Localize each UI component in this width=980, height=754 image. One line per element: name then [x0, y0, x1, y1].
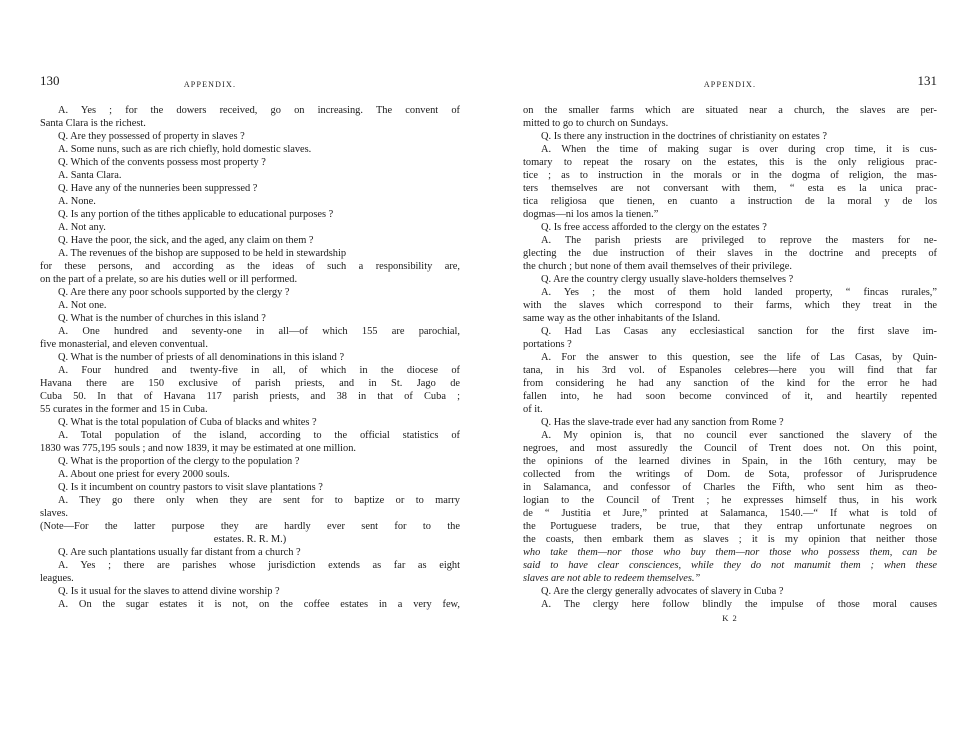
text-line: glecting the due instruction of their slaves in the doctrine and precepts of	[523, 248, 937, 259]
right-page-header	[523, 74, 937, 90]
right-page-body	[523, 104, 937, 611]
text-line: the coasts, then embark them as slaves ; it is my opinion that neither those	[523, 534, 937, 545]
text-line: from considering he had any sanction of the kind for the error he had	[523, 378, 937, 389]
text-line: collected from the writings of Dom. de Sota, professor of Jurisprudence	[523, 469, 937, 480]
text-line: A. Four hundred and twenty-five in all, of which in the diocese of	[58, 365, 460, 376]
text-line: 55 curates in the former and 15 in Cuba.	[40, 404, 208, 415]
signature-mark: K 2	[722, 613, 738, 623]
text-line: mitted to go to church on Sundays.	[523, 118, 669, 129]
text-line: Cuba 50. In that of Havana 117 parish priests, and 38 in that of Cuba ;	[40, 391, 460, 402]
text-line: Q. Is it usual for the slaves to attend divine worship ?	[58, 586, 280, 597]
text-line: Q. What is the total population of Cuba of blacks and whites ?	[58, 417, 317, 428]
text-line: on the smaller farms which are situated near a church, the slaves are per-	[523, 105, 937, 116]
text-line: A. When the time of making sugar is over during crop time, it is cus-	[541, 144, 937, 155]
left-page-header	[40, 74, 460, 90]
text-line: A. None.	[58, 196, 96, 207]
left-page	[40, 74, 460, 694]
text-line: A. Not one.	[58, 300, 107, 311]
text-line: leagues.	[40, 573, 74, 584]
text-line: the opinions of the learned divines in Spain, in the 16th century, may be	[523, 456, 937, 467]
text-line: estates. R. R. M.)	[213, 534, 287, 545]
text-line: Q. Which of the convents possess most property ?	[58, 157, 266, 168]
text-line: said to have clear consciences, while they do not manumit them ; when these	[523, 560, 937, 571]
text-line: A. Santa Clara.	[58, 170, 122, 181]
text-line: Q. Are the clergy generally advocates of slavery in Cuba ?	[541, 586, 784, 597]
text-line: same way as the other inhabitants of the Island.	[523, 313, 721, 324]
text-line: A. The clergy here follow blindly the impulse of those moral causes	[541, 599, 937, 610]
text-line: Q. Are there any poor schools supported by the clergy ?	[58, 287, 290, 298]
text-line: five monasterial, and eleven conventual.	[40, 339, 208, 350]
text-line: Q. Has the slave-trade ever had any sanction from Rome ?	[541, 417, 784, 428]
text-line: A. Yes ; for the dowers received, go on increasing. The convent of	[58, 105, 460, 116]
text-line: the Portuguese traders, be true, that they entrap unfortunate negroes on	[523, 521, 937, 532]
text-line: Q. What is the number of priests of all denominations in this island ?	[58, 352, 345, 363]
text-line: A. Yes ; the most of them hold landed property, “ fincas rurales,”	[541, 287, 937, 298]
left-page-body	[40, 104, 460, 611]
left-page-number: 130	[40, 73, 60, 88]
text-line: A. About one priest for every 2000 souls.	[58, 469, 230, 480]
text-line: negroes, and most assuredly the Council of Trent does not. On this point,	[523, 443, 937, 454]
text-line: Santa Clara is the richest.	[40, 118, 146, 129]
text-line: portations ?	[523, 339, 572, 350]
left-running-head: APPENDIX.	[183, 80, 237, 89]
text-line: Q. Are such plantations usually far distant from a church ?	[58, 547, 301, 558]
text-line: A. Not any.	[58, 222, 106, 233]
text-line: A. The parish priests are privileged to reprove the masters for ne-	[541, 235, 937, 246]
text-line: (Note—For the latter purpose they are hardly ever sent for to the	[40, 521, 460, 532]
text-line: A. Yes ; there are parishes whose jurisdiction extends as far as eight	[58, 560, 460, 571]
text-line: Q. Is it incumbent on country pastors to visit slave plantations ?	[58, 482, 323, 493]
text-line: fallen into, he had soon become convinced of it, and heartily repented	[523, 391, 937, 402]
text-line: for these persons, and according as the ideas of such a responsibility are,	[40, 261, 460, 272]
text-line: slaves.	[40, 508, 68, 519]
text-line: Q. Had Las Casas any ecclesiastical sanction for the first slave im-	[541, 326, 937, 337]
text-line: A. Total population of the island, according to the official statistics of	[58, 430, 460, 441]
text-line: Q. Are the country clergy usually slave-holders themselves ?	[541, 274, 794, 285]
text-line: Q. Have the poor, the sick, and the aged, any claim on them ?	[58, 235, 314, 246]
right-page	[523, 74, 937, 694]
text-line: the church ; but none of them avail themselves of their privilege.	[523, 261, 792, 272]
text-line: logian to the Council of Trent ; he expresses himself thus, in his work	[523, 495, 937, 506]
text-line: A. The revenues of the bishop are supposed to be held in stewardship	[58, 248, 347, 259]
text-line: A. One hundred and seventy-one in all—of which 155 are parochial,	[58, 326, 460, 337]
text-line: de “ Justitia et Jure,” printed at Salamanca, 1540.—“ If what is told of	[523, 508, 937, 519]
text-line: slaves are not able to redeem themselves.”	[523, 573, 701, 584]
text-line: who take them—nor those who buy them—nor those who possess them, can be	[523, 547, 937, 558]
text-line: tice ; as to instruction in the morals or in the dogma of religion, the mas-	[523, 170, 937, 181]
text-line: dogmas—ni los amos la tienen.”	[523, 209, 659, 220]
right-page-number: 131	[917, 73, 937, 88]
text-line: on the part of a prelate, so are his duties well or ill performed.	[40, 274, 298, 285]
text-line: A. They go there only when they are sent for to baptize or to marry	[58, 495, 460, 506]
text-line: Q. Is there any instruction in the doctrines of christianity on estates ?	[541, 131, 827, 142]
text-line: Q. Is any portion of the tithes applicable to educational purposes ?	[58, 209, 334, 220]
text-line: of it.	[523, 404, 543, 415]
text-line: A. For the answer to this question, see the life of Las Casas, by Quin-	[541, 352, 937, 363]
right-running-head: APPENDIX.	[703, 80, 757, 89]
text-line: tomary to repeat the rosary on the estates, this is the only religious prac-	[523, 157, 937, 168]
text-line: with the slaves which correspond to their farms, which they treat in the	[523, 300, 937, 311]
text-line: Q. Are they possessed of property in slaves ?	[58, 131, 245, 142]
text-line: Q. What is the proportion of the clergy to the population ?	[58, 456, 300, 467]
text-line: ters themselves are not conversant with them, “ esta es la unica prac-	[523, 183, 937, 194]
text-line: Havana there are 150 exclusive of parish priests, and in St. Jago de	[40, 378, 460, 389]
text-line: Q. What is the number of churches in this island ?	[58, 313, 266, 324]
text-line: A. Some nuns, such as are rich chiefly, hold domestic slaves.	[58, 144, 312, 155]
text-line: tana, in his 3rd vol. of Espanoles celebres—here you will find that far	[523, 365, 937, 376]
text-line: A. On the sugar estates it is not, on the coffee estates in a very few,	[58, 599, 460, 610]
text-line: Q. Is free access afforded to the clergy on the estates ?	[541, 222, 767, 233]
text-line: 1830 was 775,195 souls ; and now 1839, it may be estimated at one million.	[40, 443, 357, 454]
text-line: in Salamanca, and confessor of Charles the Fifth, who sent him as theo-	[523, 482, 937, 493]
text-line: tica religiosa que tienen, en cuanto a instruction de la moral y de los	[523, 196, 937, 207]
text-line: A. My opinion is, that no council ever sanctioned the slavery of the	[541, 430, 937, 441]
text-line: Q. Have any of the nunneries been suppressed ?	[58, 183, 258, 194]
